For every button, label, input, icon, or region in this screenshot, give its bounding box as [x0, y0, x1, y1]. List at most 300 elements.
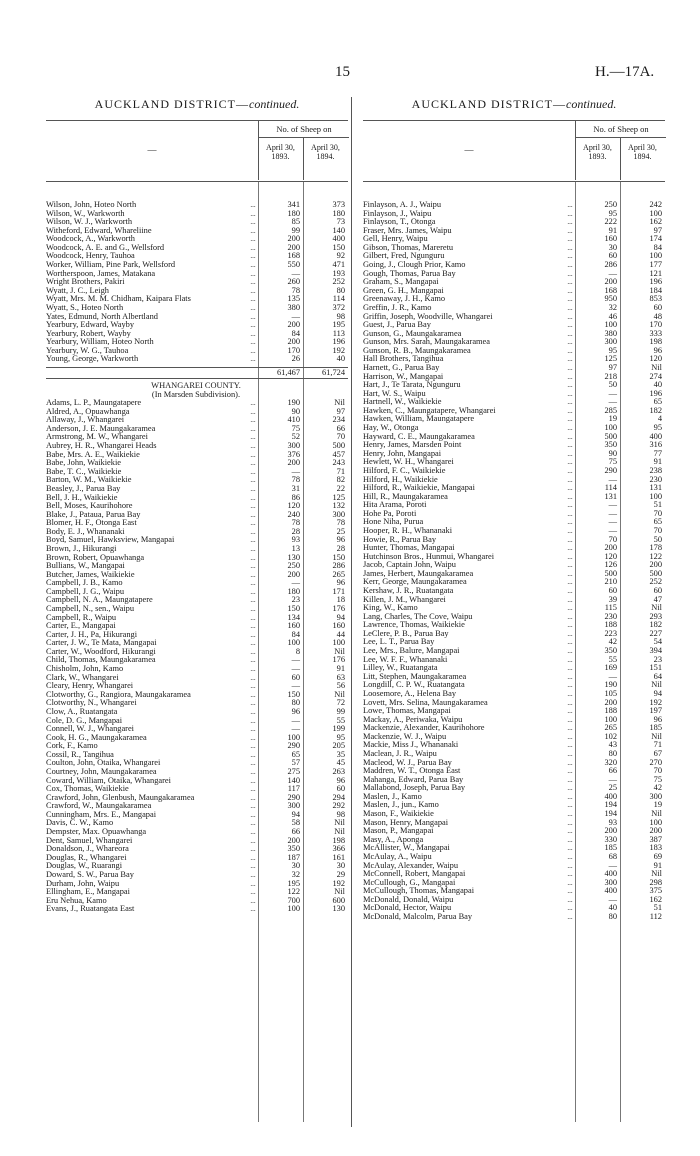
owner-name: Wyatt, Mrs. M. M. Chidham, Kaipara Flats: [46, 295, 191, 304]
sheep-1894: 500: [332, 441, 345, 451]
sheep-1894: 196: [649, 277, 662, 287]
table-row: [363, 347, 665, 356]
table-row: [363, 407, 665, 416]
leader-dots: ...: [250, 896, 256, 905]
leader-dots: ...: [250, 587, 256, 596]
sheep-1894: 44: [336, 629, 345, 639]
leader-dots: ...: [567, 466, 573, 475]
sheep-1893: 223: [604, 628, 617, 638]
sheep-1893: 185: [604, 843, 617, 853]
sheep-1894: 95: [653, 423, 662, 433]
leader-dots: ...: [250, 467, 256, 476]
sheep-1894: 140: [332, 225, 345, 235]
table-row: [363, 510, 665, 519]
owner-name: Hall Brothers, Tangihua: [363, 355, 444, 364]
sheep-1893: —: [291, 681, 300, 691]
table-row: [46, 355, 348, 364]
owner-name: Howie, R., Parua Bay: [363, 535, 437, 544]
table-row: [46, 244, 348, 253]
leader-dots: ...: [250, 622, 256, 631]
owner-name: Connell, W. J., Whangarei: [46, 725, 135, 734]
sheep-1893: 194: [604, 809, 617, 819]
table-row: [363, 355, 665, 364]
owner-name: Aldred, A., Opuawhanga: [46, 407, 130, 416]
leader-dots: ...: [250, 527, 256, 536]
sheep-1894: 71: [336, 466, 345, 476]
sheep-1893: 80: [608, 749, 617, 758]
sheep-1894: 183: [649, 843, 662, 853]
leader-dots: ...: [250, 802, 256, 811]
sheep-1893: 100: [287, 732, 300, 742]
leader-dots: ...: [250, 888, 256, 897]
sheep-1893: —: [608, 517, 617, 527]
leader-dots: ...: [250, 699, 256, 708]
sheep-1893: 286: [604, 260, 617, 270]
owner-name: Brown, J., Hikurangi: [46, 544, 117, 553]
sheep-1893: 117: [287, 784, 300, 794]
table-row: [46, 511, 348, 520]
table-row: [363, 733, 665, 742]
leader-dots: ...: [567, 672, 573, 681]
leader-dots: ...: [567, 286, 573, 295]
sheep-1893: 200: [287, 320, 300, 330]
table-row: [363, 896, 665, 905]
table-row: [46, 502, 348, 511]
sheep-1893: 290: [604, 465, 617, 475]
sheep-1893: 120: [287, 501, 300, 511]
owner-name: Cunningham, Mrs. E., Mangapai: [46, 810, 157, 819]
table-row: [363, 561, 665, 570]
owner-name: Wyatt, J. C., Leigh: [46, 286, 109, 295]
leader-dots: ...: [250, 519, 256, 528]
sheep-1894: 98: [336, 311, 345, 321]
table-row: [46, 819, 348, 828]
table-row: [46, 862, 348, 871]
sheep-1893: 32: [608, 302, 617, 312]
table-row: [46, 304, 348, 313]
sheep-1893: 70: [608, 534, 617, 544]
sheep-1894: 162: [649, 217, 662, 227]
sheep-1894: 72: [336, 698, 345, 708]
sheep-1894: 298: [649, 877, 662, 887]
sheep-1893: 42: [608, 637, 617, 647]
leader-dots: ...: [567, 295, 573, 304]
table-row: [363, 433, 665, 442]
year-1893-header: April 30, 1893.: [575, 138, 619, 180]
leader-dots: ...: [250, 605, 256, 614]
sheep-1894: 132: [332, 501, 345, 511]
owner-name: Hunter, Thomas, Mangapai: [363, 544, 455, 553]
owner-name: Mackie, Miss J., Whananaki: [363, 741, 459, 750]
year-1893-header: April 30, 1893.: [258, 138, 302, 180]
sheep-1893: 94: [291, 809, 300, 819]
table-row: [46, 545, 348, 554]
table-row: [46, 562, 348, 571]
owner-name: Douglas, R., Whangarei: [46, 853, 127, 862]
leader-dots: ...: [567, 363, 573, 372]
table-row: [363, 261, 665, 270]
leader-dots: ...: [250, 690, 256, 699]
sheep-1893: 200: [287, 458, 300, 468]
table-row: [363, 793, 665, 802]
sheep-1893: 188: [604, 620, 617, 630]
table-row: [46, 519, 348, 528]
owner-name: Macleod, W. J., Parua Bay: [363, 758, 452, 767]
owner-name: Campbell, N., sen., Waipu: [46, 605, 135, 614]
owner-name: Wyatt, S., Hoteo North: [46, 303, 124, 312]
sheep-1893: 84: [291, 629, 300, 639]
sheep-1894: 171: [332, 586, 345, 596]
table-row: [363, 596, 665, 605]
sheep-1893: 330: [604, 834, 617, 844]
sheep-1893: 115: [604, 603, 617, 613]
sheep-1893: 58: [291, 818, 300, 828]
leader-dots: ...: [250, 209, 256, 218]
sheep-1893: 78: [291, 518, 300, 528]
sheep-1893: 300: [287, 801, 300, 811]
sheep-1894: 51: [653, 903, 662, 913]
table-row: [46, 210, 348, 219]
leader-dots: ...: [250, 536, 256, 545]
sheep-1893: 240: [287, 509, 300, 519]
owner-name: Carter, J. H., Pa, Hikurangi: [46, 630, 138, 639]
sheep-1893: 130: [287, 552, 300, 562]
sheep-1893: 32: [291, 869, 300, 879]
sheep-1893: 66: [608, 766, 617, 776]
table-row: [363, 278, 665, 287]
table-row: [46, 871, 348, 880]
sheep-1893: 66: [291, 827, 300, 837]
table-row: [363, 201, 665, 210]
owner-name: Mackenzie, W. J., Waipu: [363, 732, 447, 741]
sheep-1893: 102: [604, 731, 617, 741]
sheep-1893: 260: [287, 277, 300, 287]
leader-dots: ...: [567, 861, 573, 870]
table-row: [46, 605, 348, 614]
sheep-1894: 196: [332, 337, 345, 347]
leader-dots: ...: [250, 785, 256, 794]
owner-name: Maslen, J., Kamo: [363, 792, 422, 801]
sheep-1894: 64: [653, 671, 662, 681]
sheep-1894: 131: [649, 483, 662, 493]
sheep-1893: 300: [604, 877, 617, 887]
sheep-1893: 376: [287, 449, 300, 459]
table-row: [363, 270, 665, 279]
sheep-1893: 78: [291, 285, 300, 295]
owner-name: Carter, E., Mangapai: [46, 622, 116, 631]
table-row: [46, 888, 348, 897]
leader-dots: ...: [567, 535, 573, 544]
section-heading: [46, 382, 348, 391]
sheep-1893: 195: [287, 878, 300, 888]
leader-dots: ...: [250, 759, 256, 768]
owner-name: Blake, J., Pataua, Parua Bay: [46, 510, 141, 519]
table-row: [363, 587, 665, 596]
leader-dots: ...: [250, 596, 256, 605]
owner-name: Wright Brothers, Pakiri: [46, 278, 125, 287]
owner-name: Babe, Mrs. A. E., Waikiekie: [46, 450, 140, 459]
sheep-1893: 218: [604, 371, 617, 381]
table-row: [363, 321, 665, 330]
leader-dots: ...: [567, 561, 573, 570]
leader-dots: ...: [250, 252, 256, 261]
owner-name: Cork, F., Kamo: [46, 742, 98, 751]
table-row: [46, 201, 348, 210]
sheep-1893: 75: [291, 423, 300, 433]
sheep-1893: —: [291, 578, 300, 588]
table-row: [46, 468, 348, 477]
owner-name: Evans, J., Ruatangata East: [46, 905, 135, 914]
table-row: [46, 614, 348, 623]
owner-name: Woodcock, A. E. and G., Wellsford: [46, 243, 165, 252]
sheep-1894: 265: [332, 569, 345, 579]
sheep-1893: 55: [608, 654, 617, 664]
leader-dots: ...: [567, 664, 573, 673]
table-row: [46, 717, 348, 726]
leader-dots: ...: [250, 647, 256, 656]
leader-dots: ...: [567, 518, 573, 527]
sheep-1894: 300: [649, 791, 662, 801]
leader-dots: ...: [567, 526, 573, 535]
sheep-1894: 293: [649, 611, 662, 621]
owner-name: Litt, Stephen, Maungakaramea: [363, 672, 467, 681]
sheep-1894: 112: [649, 911, 662, 921]
sheep-1893: 100: [604, 714, 617, 724]
sheep-1893: —: [608, 500, 617, 510]
table-row: [46, 699, 348, 708]
sheep-1893: 46: [608, 311, 617, 321]
sheep-1894: 230: [649, 474, 662, 484]
sheep-count-header: No. of Sheep on: [258, 121, 349, 138]
table-row: [46, 845, 348, 854]
leader-dots: ...: [250, 295, 256, 304]
sheep-1893: 400: [604, 886, 617, 896]
table-row: [46, 897, 348, 906]
sheep-1893: 100: [604, 320, 617, 330]
owner-name: Cox, Thomas, Waikiekie: [46, 785, 129, 794]
leader-dots: ...: [567, 835, 573, 844]
leader-dots: ...: [250, 870, 256, 879]
sheep-1894: Nil: [334, 646, 345, 656]
sheep-1893: —: [291, 715, 300, 725]
leader-dots: ...: [250, 673, 256, 682]
owner-name: Coulton, John, Otaika, Whangarei: [46, 759, 161, 768]
owner-name: Bell, Moses, Kaurihohore: [46, 502, 133, 511]
sheep-1893: 39: [608, 594, 617, 604]
owner-name: Child, Thomas, Maungakaramea: [46, 656, 156, 665]
leader-dots: ...: [567, 475, 573, 484]
sheep-1894: 45: [336, 758, 345, 768]
sheep-1893: —: [608, 268, 617, 278]
sheep-1893: 160: [287, 621, 300, 631]
sheep-1894: 69: [653, 851, 662, 861]
leader-dots: ...: [250, 201, 256, 209]
sheep-1893: 200: [604, 697, 617, 707]
leader-dots: ...: [567, 878, 573, 887]
sheep-1893: 410: [287, 415, 300, 425]
sheep-1894: 100: [332, 638, 345, 648]
leader-dots: ...: [250, 278, 256, 287]
leader-dots: ...: [567, 758, 573, 767]
leader-dots: ...: [250, 321, 256, 330]
sheep-1894: 286: [332, 561, 345, 571]
sheep-1893: 380: [604, 328, 617, 338]
sheep-1893: —: [291, 655, 300, 665]
leader-dots: ...: [250, 750, 256, 759]
owner-name: Mackay, A., Periwaka, Waipu: [363, 715, 463, 724]
sheep-1894: 71: [653, 740, 662, 750]
table-row: [46, 571, 348, 580]
sheep-1893: 96: [291, 706, 300, 716]
sheep-1893: 114: [604, 483, 617, 493]
table-row: [46, 631, 348, 640]
table-row: [363, 716, 665, 725]
table-row: [363, 415, 665, 424]
sheep-1893: 950: [604, 294, 617, 304]
leader-dots: ...: [250, 286, 256, 295]
leader-dots: ...: [250, 562, 256, 571]
owner-name: Babe, T. C., Waikiekie: [46, 467, 122, 476]
leader-dots: ...: [250, 553, 256, 562]
table-row: [363, 630, 665, 639]
table-row: [363, 398, 665, 407]
sheep-1893: 700: [287, 895, 300, 905]
owner-name: Brown, Robert, Opuawhanga: [46, 553, 145, 562]
sheep-1894: Nil: [334, 398, 345, 408]
leader-dots: ...: [250, 303, 256, 312]
sheep-1893: 30: [291, 861, 300, 871]
leader-dots: ...: [567, 329, 573, 338]
sheep-1893: —: [291, 466, 300, 476]
sheep-1894: 18: [336, 595, 345, 605]
sheep-1894: 77: [653, 448, 662, 458]
table-row: [363, 827, 665, 836]
sheep-1893: 90: [291, 406, 300, 416]
owner-name: Yearbury, Robert, Wayby: [46, 329, 131, 338]
sheep-1894: 66: [336, 423, 345, 433]
sheep-1893: 126: [604, 560, 617, 570]
sheep-1894: 178: [649, 543, 662, 553]
leader-dots: ...: [567, 458, 573, 467]
sheep-1893: 168: [604, 285, 617, 295]
sheep-1894: 35: [336, 749, 345, 759]
table-row: [46, 759, 348, 768]
leader-dots: ...: [250, 407, 256, 416]
sheep-1893: 68: [608, 851, 617, 861]
owner-name: Adams, L. P., Maungatapere: [46, 399, 142, 408]
leader-dots: ...: [567, 312, 573, 321]
sheep-1894: Nil: [651, 362, 662, 372]
table-row: [363, 527, 665, 536]
sheep-1894: Nil: [334, 818, 345, 828]
sheep-1894: 40: [653, 380, 662, 390]
leader-dots: ...: [250, 725, 256, 734]
owner-name: Hawken, William, Maungatapere: [363, 415, 475, 424]
leader-dots: ...: [250, 424, 256, 433]
table-row: [363, 656, 665, 665]
sheep-1894: 47: [653, 594, 662, 604]
sheep-1893: 169: [604, 663, 617, 673]
leader-dots: ...: [250, 630, 256, 639]
owner-name: Henry, John, Mangapai: [363, 449, 442, 458]
owner-name: Hewlett, W. H., Whangarei: [363, 458, 454, 467]
owner-name: Doward, S. W., Parua Bay: [46, 870, 134, 879]
owner-name: Lawrence, Thomas, Waikiekie: [363, 621, 465, 630]
sheep-1894: 40: [336, 354, 345, 364]
leader-dots: ...: [567, 689, 573, 698]
table-row: [363, 578, 665, 587]
sheep-1893: 160: [604, 234, 617, 244]
table-row: [46, 261, 348, 270]
leader-dots: ...: [567, 441, 573, 450]
sheep-count-header: No. of Sheep on: [575, 121, 666, 138]
sheep-1894: 263: [332, 767, 345, 776]
sheep-1893: 320: [604, 757, 617, 767]
sheep-1894: 150: [332, 552, 345, 562]
owner-name: Yearbury, W. G., Tauhoa: [46, 346, 129, 355]
owner-name: Going, J., Clough Prior, Kamo: [363, 261, 466, 270]
owner-name: Gunson, R. B., Maungakaramea: [363, 346, 471, 355]
leader-dots: ...: [567, 252, 573, 261]
sheep-1893: 400: [604, 791, 617, 801]
owner-name: McCullough, Thomas, Mangapai: [363, 887, 475, 896]
table-row: [363, 544, 665, 553]
leader-dots: ...: [250, 819, 256, 828]
table-row: [363, 904, 665, 913]
table-header: [363, 120, 665, 182]
owner-name: Lee, W. F. F., Whananaki: [363, 655, 448, 664]
owner-name: Cook, H. G., Maungakaramea: [46, 733, 147, 742]
owner-name: Hill, R., Maungakaramea: [363, 492, 448, 501]
owner-name: Kershaw, J. R., Ruatangata: [363, 587, 454, 596]
sheep-1893: 135: [287, 294, 300, 304]
leader-dots: ...: [567, 801, 573, 810]
leader-dots: ...: [567, 870, 573, 879]
table-row: [46, 742, 348, 751]
leader-dots: ...: [567, 201, 573, 209]
sheep-1893: 150: [287, 604, 300, 614]
sheep-1894: 150: [332, 242, 345, 252]
sheep-1893: 25: [608, 783, 617, 793]
sheep-1894: 125: [332, 492, 345, 502]
owner-name: Coward, William, Otaika, Whangarei: [46, 776, 171, 785]
leader-dots: ...: [250, 346, 256, 355]
leader-dots: ...: [250, 442, 256, 451]
sheep-1893: —: [608, 525, 617, 535]
table-row: [363, 844, 665, 853]
sheep-1894: 160: [332, 621, 345, 631]
owner-name: Hilford, H., Waikiekie: [363, 475, 438, 484]
sheep-1894: 120: [649, 354, 662, 364]
table-row: [363, 621, 665, 630]
sheep-1893: 200: [287, 242, 300, 252]
sheep-1894: 92: [336, 251, 345, 261]
sheep-1893: 168: [287, 251, 300, 261]
sheep-1894: 54: [653, 637, 662, 647]
owner-list: [46, 201, 348, 914]
sheep-1893: —: [608, 860, 617, 870]
sheep-1893: 13: [291, 543, 300, 553]
owner-name: Yearbury, William, Hoteo North: [46, 338, 154, 347]
leader-dots: ...: [567, 209, 573, 218]
sheep-1893: —: [291, 664, 300, 674]
sheep-1893: 275: [287, 767, 300, 776]
sheep-1893: 222: [604, 217, 617, 227]
sheep-1893: 19: [608, 414, 617, 424]
section-heading: [46, 391, 348, 400]
table-row: [363, 458, 665, 467]
sheep-1894: 161: [332, 852, 345, 862]
